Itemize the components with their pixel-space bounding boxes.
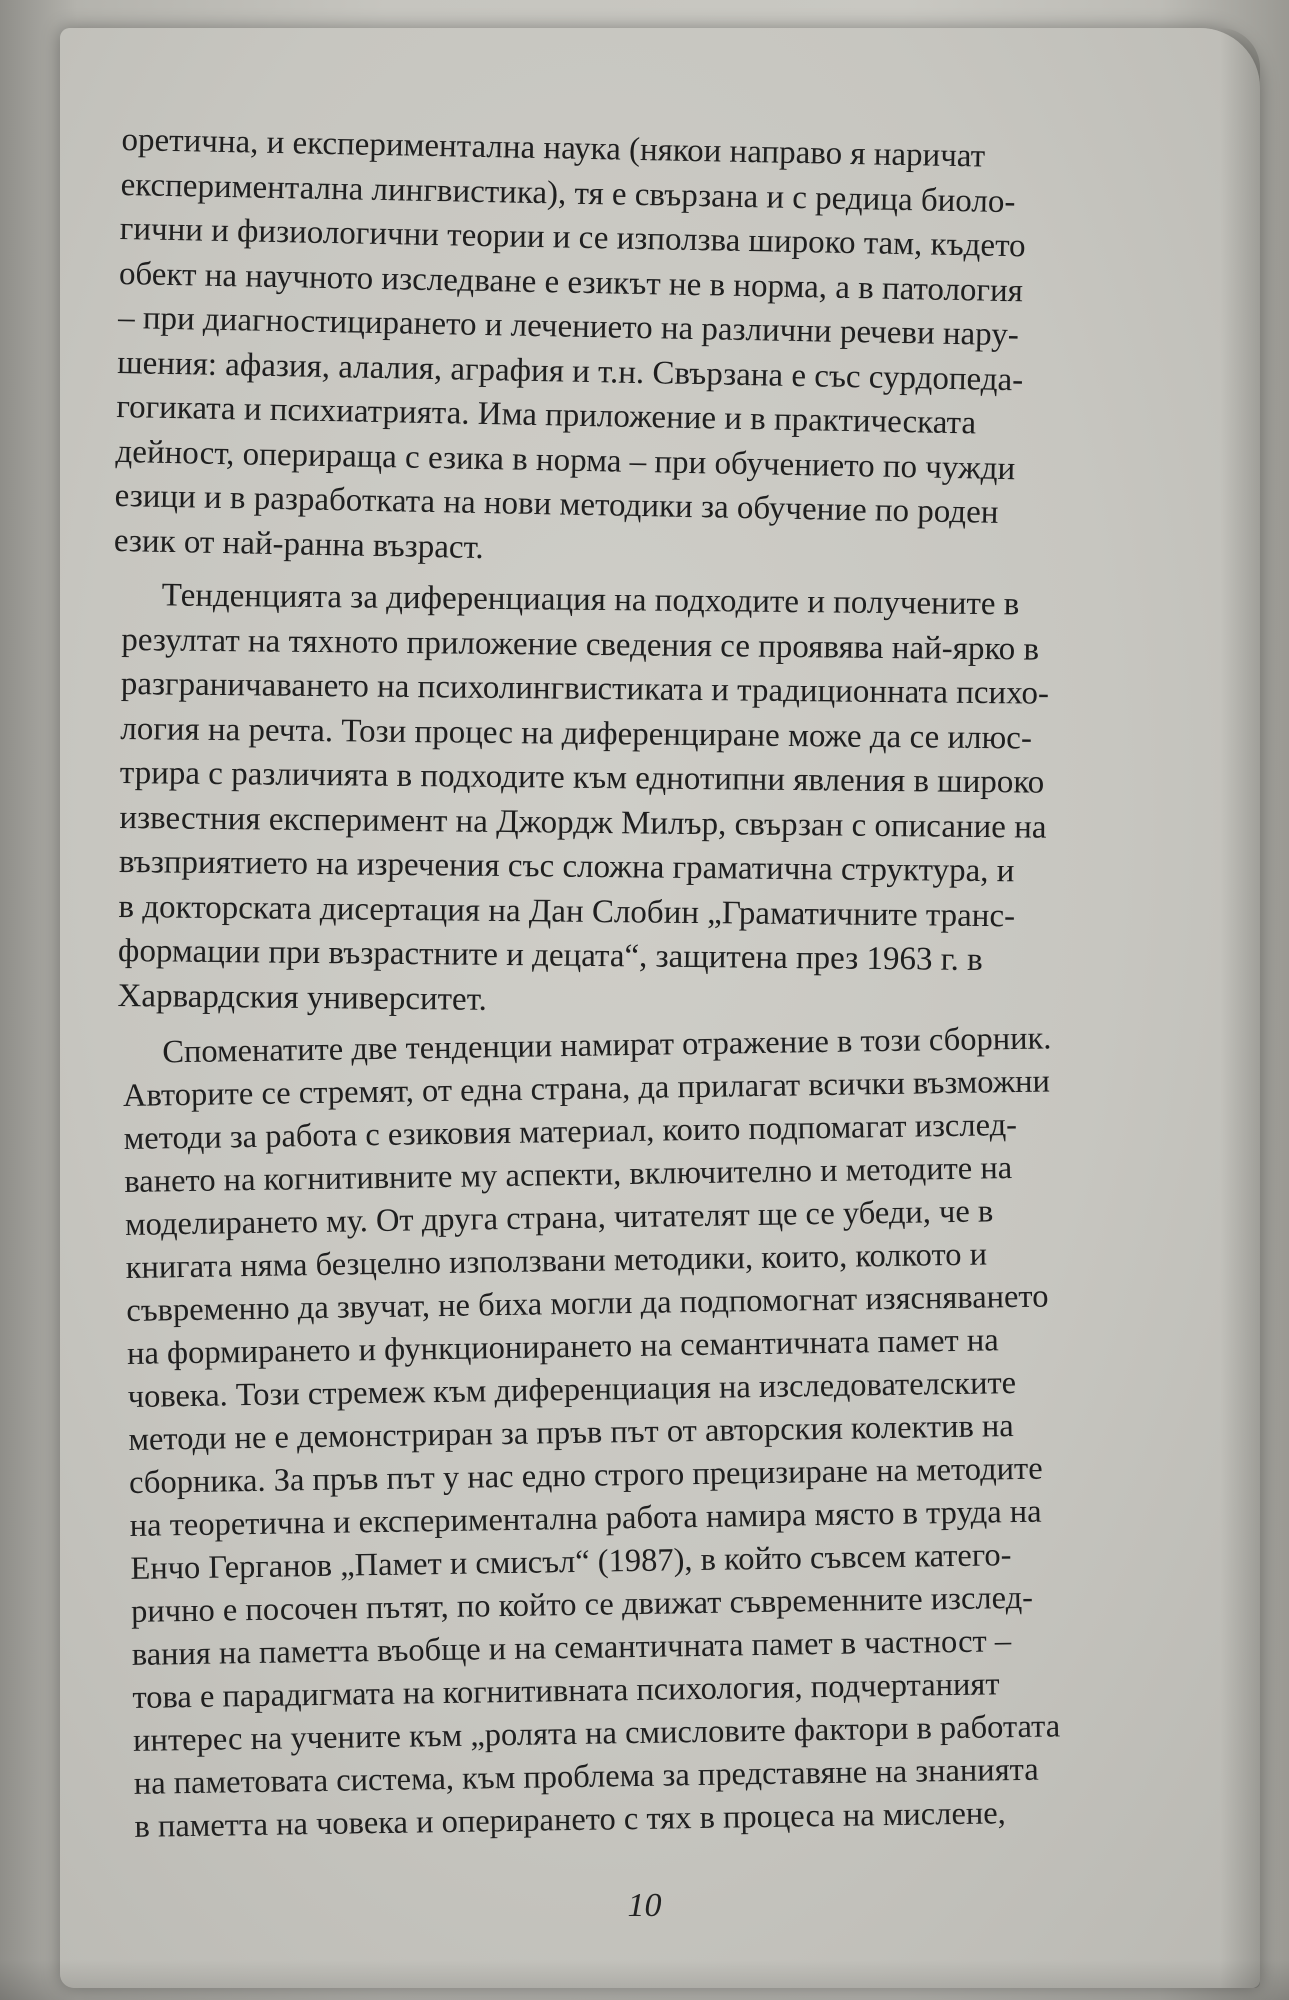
paragraph-3: Споменатите две тенденции намират отражение в този сборник. Авторите се стремят, от една страна, да прилагат всички възможни методи за работа с езиковия материал, които подпомагат изслед- ването на когнитивните му аспекти, включително и методите на моделирането му. От друга страна, читателят ще се убеди, че в книгата няма безцелно използвани методики, които, колкото и съвременно да звучат, не биха могли да подпомогнат изясняването на формирането и функционирането на семантичната памет на човека. Този стремеж към диференциация на изследователските методи не е демонстриран за пръв път от авторския колектив на сборника. За пръв път у нас едно строго прецизиране на методите на теоретична и експериментална работа намира място в труда на Енчо Герганов „Памет и смисъл“ (1987), в който съвсем катего- рично е посочен пътят, по който се движат съвременните изслед- вания на паметта въобще и на семантичната памет в частност – това е парадигмата на когнитивната психология, подчертаният интерес на учените към „ролята на смисловите фактори в работата на паметовата система, към проблема за представяне на знанията в паметта на човека и оперирането с тях в процеса на мислене,: [122, 1020, 1061, 1845]
paragraph-1: оретична, и експериментална наука (някои направо я наричат експериментална лингвистика), тя е свързана и с редица биоло- гични и физиологични теории и се използва широко там, където обект на научното изследване е езикът не в норма, а в патология – при диагностицирането и лечението на различни речеви нару- шения: афазия, алалия, аграфия и т.н. Свързана е със сурдопеда- гогиката и психиатрията. Има приложение и в практическата дейност, оперираща с езика в норма – при обучението по чужди езици и в разработката на нови методики за обучение по роден език от най-ранна възраст.: [113, 121, 1026, 566]
page-text: [113, 118, 1260, 1849]
bottom-shadow: [0, 1960, 1289, 2000]
page-number: 10: [627, 1887, 662, 1924]
paragraph-2: Тенденцията за диференциация на подходите и получените в резултат на тяхното приложение сведения се проявява най-ярко в разграничаването на психолингвистиката и традиционната психо- логия на речта. Този процес на диференциране може да се илюс- трира с различията в подходите към еднотипни явления в широко известния експеримент на Джордж Милър, свързан с описание на възприятието на изречения със сложна граматична структура, и в докторската дисертация на Дан Слобин „Граматичните транс- формации при възрастните и децата“, защитена през 1963 г. в Харвардския университет.: [117, 577, 1050, 1018]
